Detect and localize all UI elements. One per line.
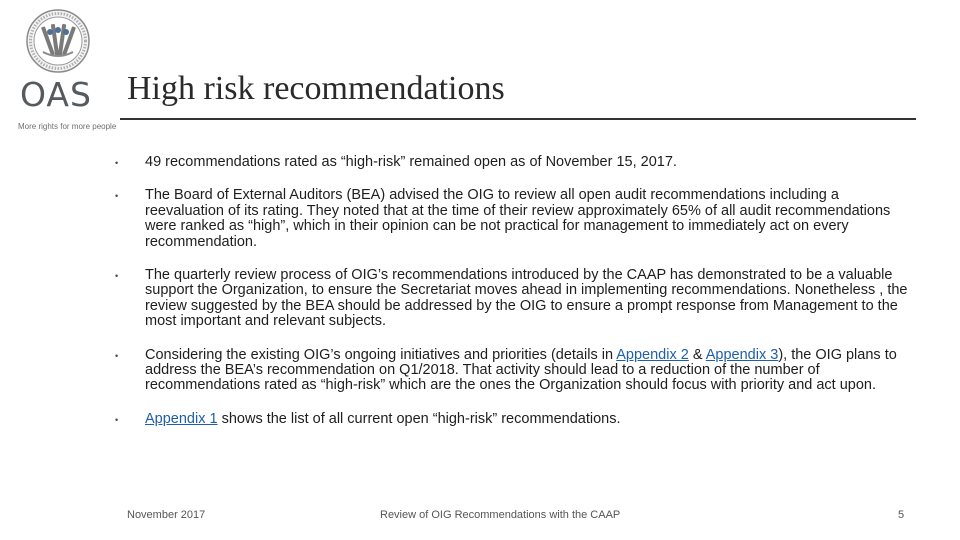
bullet-text: Considering the existing OIG’s ongoing initiatives and priorities (details in: [145, 346, 617, 363]
bullet-item: [112, 412, 912, 427]
bullet-item: [112, 155, 912, 170]
bullet-text: shows the list of all current open “high-risk” recommendations.: [217, 410, 621, 427]
logo-text: OAS: [20, 75, 92, 114]
bullet-marker: •: [115, 158, 119, 168]
logo-tagline: More rights for more people: [18, 122, 117, 131]
bullet-text: The quarterly review process of OIG’s recommendations introduced by the CAAP has demonstrated to be a valuable support the Organization, to ensure the Secretariat moves ahead in implementing recommendations. Nonetheless , the review suggested by the BEA should be addressed by the OIG to ensure a prompt response from Management to the most important and relevant subjects.: [145, 267, 908, 330]
bullet-item: [112, 348, 912, 394]
bullet-text: ), the OIG plans to address the BEA’s recommendation on Q1/2018. That activity should lead to a reduction of the number of recommendations rated as “high-risk” which are the ones the Organization should focus with priority and act upon.: [145, 346, 897, 394]
bullet-marker: •: [115, 414, 119, 425]
appendix-3-link[interactable]: Appendix 3: [705, 346, 779, 363]
footer-center-text: Review of OIG Recommendations with the CAAP: [380, 509, 621, 521]
bullet-marker: •: [115, 350, 119, 361]
footer-date: November 2017: [127, 509, 206, 521]
bullet-list: [112, 155, 912, 445]
appendix-1-link[interactable]: Appendix 1: [145, 410, 218, 427]
title-divider: [120, 118, 916, 120]
oas-logo: [18, 8, 117, 131]
bullet-item: [112, 268, 912, 330]
bullet-text: &: [688, 346, 706, 363]
appendix-2-link[interactable]: Appendix 2: [616, 346, 689, 363]
bullet-marker: •: [115, 271, 119, 282]
bullet-text: 49 recommendations rated as “high-risk” remained open as of November 15, 2017.: [145, 154, 677, 170]
bullet-marker: •: [115, 191, 119, 202]
bullet-text: The Board of External Auditors (BEA) advised the OIG to review all open audit recommendations including a reevaluation of its rating. They noted that at the time of their review approximately 65% of all audit recommendations were ranked as “high”, which in their opinion can be not practical for management to immediately act on every recommendation.: [145, 187, 891, 250]
bullet-item: [112, 188, 912, 250]
page-number: 5: [898, 509, 905, 521]
slide-title: High risk recommendations: [127, 70, 505, 107]
oas-seal-icon: [25, 8, 91, 74]
